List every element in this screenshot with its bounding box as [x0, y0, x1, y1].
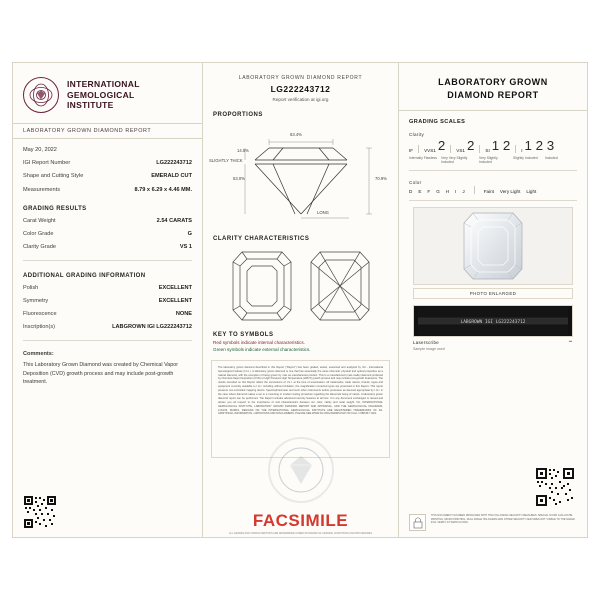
scale-separator	[474, 186, 475, 194]
field-label: Symmetry	[23, 297, 49, 304]
field-value: LG222243712	[156, 160, 192, 166]
field-value: EXCELLENT	[158, 297, 192, 304]
divider	[409, 200, 577, 201]
right-title-line-2: DIAMOND REPORT	[447, 90, 539, 100]
clarity-caption-if: Internally Flawless	[409, 156, 437, 160]
field-clarity-grade	[13, 241, 202, 254]
field-shape-cut	[13, 170, 202, 183]
right-header	[399, 63, 587, 111]
clarity-caption-vs: Very Slightly Included	[479, 156, 498, 164]
report-type-label: LABORATORY GROWN DIAMOND REPORT	[238, 75, 363, 81]
middle-header	[203, 63, 398, 102]
field-measurements	[13, 184, 202, 197]
field-label: IGI Report Number	[23, 160, 71, 166]
middle-column	[203, 63, 399, 537]
color-grade-very-light: Very Light	[499, 189, 521, 194]
laserscribe-mark: ℠	[568, 340, 573, 345]
field-color-grade	[13, 228, 202, 241]
color-grade-j: J	[462, 189, 465, 194]
field-fluorescence	[13, 308, 202, 321]
total-depth-label: 70.9%	[375, 176, 387, 181]
photo-caption: PHOTO ENLARGED	[413, 288, 573, 299]
key-to-symbols-title: KEY TO SYMBOLS	[213, 332, 274, 338]
right-column	[399, 63, 587, 537]
igi-brand-text	[67, 79, 140, 111]
field-label: Polish	[23, 284, 39, 291]
comments-title: Comments:	[23, 350, 54, 357]
girdle-label: SLIGHTLY THICK	[209, 158, 243, 163]
left-column	[13, 63, 203, 537]
security-note-text: THIS DOCUMENT HAS BEEN PRODUCED WITH THE FOLLOWING SECURITY MEASURES: SPECIAL OVOID GUILLOCHE PRINTING, MICRO PRINTING, DUAL IMAGE HOLOGRAM AND OTHER SECURITY FEATURES NOT VISIBLE TO THE NAKED EYE. VERIFY AT WWW.IGI.ORG	[431, 514, 575, 525]
field-label: Fluorescence	[23, 311, 57, 318]
brand-line-3: INSTITUTE	[67, 100, 114, 111]
clarity-scale-row	[399, 138, 587, 153]
color-grade-h: H	[445, 189, 450, 194]
svg-text:LABGROWN IGI LG222243712: LABGROWN IGI LG222243712	[460, 320, 526, 325]
field-label: Clarity Grade	[23, 244, 56, 251]
field-label: Measurements	[23, 186, 60, 193]
brand-line-1: INTERNATIONAL	[67, 79, 140, 90]
scale-separator	[450, 145, 451, 153]
field-report-number	[13, 157, 202, 170]
crown-angle-label: 14.5%	[237, 148, 249, 153]
table-percent-label: 63.4%	[290, 132, 302, 137]
proportions-diagram	[209, 122, 392, 226]
qr-code-right	[535, 467, 575, 507]
pavilion-depth-label: 53.0%	[233, 176, 245, 181]
field-symmetry	[13, 295, 202, 308]
field-value: 8.79 x 6.29 x 4.46 MM.	[134, 186, 192, 193]
certificate-card	[12, 62, 588, 538]
security-feature-icon	[409, 514, 426, 531]
report-verification-note: Report verification at igi.org	[272, 97, 329, 102]
security-note-row	[409, 514, 577, 531]
color-grade-i: I	[455, 189, 457, 194]
field-label: Carat Weight	[23, 217, 56, 224]
clarity-grade-i-sup: 1 2 3	[524, 138, 555, 153]
clarity-grade-i: I	[521, 148, 523, 153]
divider	[409, 170, 577, 171]
scale-separator	[418, 145, 419, 153]
clarity-grade-if: IF	[409, 148, 414, 153]
color-grade-f: F	[427, 189, 431, 194]
crown-plot-icon	[229, 248, 295, 324]
clarity-grade-vvs-sup: 2	[437, 138, 446, 153]
laser-caption-row	[413, 340, 573, 346]
clarity-caption-si: Slightly Included	[513, 156, 538, 160]
grading-results-title: GRADING RESULTS	[23, 205, 87, 212]
field-value: 2.54 CARATS	[156, 217, 192, 224]
field-polish	[13, 282, 202, 295]
clarity-grade-vs: VS1	[456, 148, 465, 153]
report-number: LG222243712	[270, 84, 331, 94]
grading-scales-title: GRADING SCALES	[409, 119, 466, 125]
pavilion-plot-icon	[307, 248, 373, 324]
clarity-grade-vvs: VVS1	[424, 148, 436, 153]
comments-text: This Laboratory Grown Diamond was created by Chemical Vapor Deposition (CVD) growth process and may include post-growth treatment.	[23, 362, 179, 386]
diamond-photo	[413, 207, 573, 285]
field-value: EMERALD CUT	[151, 173, 192, 180]
clarity-scale-label: Clarity	[409, 132, 425, 137]
key-to-symbols-lines	[203, 340, 398, 354]
key-red-line: Red symbols indicate internal characteristics.	[213, 340, 305, 345]
divider	[23, 260, 192, 261]
lab-grown-bar: LABORATORY GROWN DIAMOND REPORT	[13, 123, 202, 139]
clarity-grade-si: SI	[485, 148, 490, 153]
clarity-scale-captions	[399, 153, 587, 164]
right-title-line-1: LABORATORY GROWN	[438, 77, 548, 87]
field-value: NONE	[175, 311, 192, 318]
length-label: LONG	[317, 210, 329, 215]
laser-sample-note: Sample image used	[413, 347, 445, 351]
color-grade-e: E	[418, 189, 422, 194]
field-value: EXCELLENT	[158, 284, 192, 291]
legal-disclaimer-text: The laboratory grown diamond described in this Report ("Report") has been graded, tested, examined and analyzed by IGI - International Gemological Institute (I.G.I.). A laboratory grown diamond is one that has essentially the same chemical, physical and optical properties as a natural diamond, with the exception of being grown by man as manufactured product. This is a manufactured (man-made) diamond produced by Chemical Vapor Deposition (CVD) or High Pressure High Temperature (HPHT) growth process and may include post-growth treatments. The results recorded on this Report reflect the conclusions of I.G.I. at the time of examination. All trademarks, trade names, brands, logos and equipment currently available to I.G.I. including without limitation, the magnification corrected types are presented in this Report. This report presents non-controlled mapping device. Spectrophotometer and such other instruments and/or processes as deemed appropriate by I.G.I. in the case where diamond makes a set or a mounting or modern testing procedure regarding the diamonds being of nature. A laboratory grown diamond report can be performed. The Report includes advanced security features at all time. It is any document exchanged or issued and denies you all respect to the importance of and characteristics between our color, clarity and carat weight. IGI, INTERNATIONAL GEMOLOGICAL INSTITUTE, LABORATORY GROWN DIAMOND REPORT AND APPRAISAL, AND THE GEMOLOGICAL DIAGRAMS, LOGOS, MARKS, DESIGNS OR THE INTERNATIONAL GEMOLOGICAL INSTITUTE ARE REGISTERED TRADEMARKS OF IGI. ADDITIONAL INFORMATION, LIMITATIONS AND DISCLAIMERS, PLEASE SEE WWW.IGI.ORG/TERMS.PHP OR CALL 1 888 847 1021.	[211, 360, 390, 458]
clarity-grade-si-sup: 1 2	[491, 138, 511, 153]
field-value: VS 1	[179, 244, 192, 251]
color-grade-light: Light	[526, 189, 537, 194]
igi-seal-icon	[23, 77, 59, 113]
color-grade-faint: Faint	[483, 189, 494, 194]
divider	[23, 340, 192, 341]
clarity-characteristics-title: CLARITY CHARACTERISTICS	[213, 236, 310, 242]
diamond-profile-svg	[209, 122, 393, 226]
clarity-grade-vs-sup: 2	[466, 138, 475, 153]
facsimile-stamp: FACSIMILE	[252, 511, 349, 530]
color-scale-label: Color	[409, 180, 422, 185]
additional-info-title: ADDITIONAL GRADING INFORMATION	[23, 272, 146, 279]
field-inscription	[13, 321, 202, 334]
igi-watermark-icon	[268, 437, 334, 503]
clarity-caption-i: Included	[545, 156, 558, 160]
field-label: Shape and Cutting Style	[23, 173, 84, 180]
field-value: G	[187, 231, 192, 238]
field-label: Color Grade	[23, 231, 54, 238]
scale-separator	[479, 145, 480, 153]
comments-block	[13, 344, 202, 387]
igi-logo-block	[13, 63, 202, 123]
key-green-line: Green symbols indicate external characteristics.	[213, 346, 311, 352]
clarity-plot-diagrams	[203, 248, 398, 324]
laser-inscription-image	[413, 305, 573, 337]
emerald-cut-photo-icon	[461, 210, 525, 282]
clarity-caption-vvs: Very Very Slightly Included	[441, 156, 468, 164]
girdle-inscription-icon	[418, 307, 568, 335]
scale-separator	[515, 145, 516, 153]
color-grade-g: G	[436, 189, 440, 194]
field-label: Inscription(s)	[23, 324, 56, 331]
brand-line-2: GEMOLOGICAL	[67, 89, 135, 100]
middle-bottom-note: ALL GRADES AND CHARACTERISTICS ARE DETERMINED UNDER STANDARD IGI GRADING CONDITIONS AND PROCEDURES	[229, 532, 372, 535]
color-scale-row	[399, 186, 587, 194]
field-value: LABGROWN IGI LG222243712	[112, 324, 192, 331]
report-date: May 20, 2022	[23, 147, 57, 153]
color-grade-d: D	[409, 189, 413, 194]
field-carat-weight	[13, 215, 202, 228]
qr-code-left	[23, 495, 57, 529]
proportions-title: PROPORTIONS	[213, 112, 263, 118]
laserscribe-label: Laserscribe	[413, 340, 439, 345]
